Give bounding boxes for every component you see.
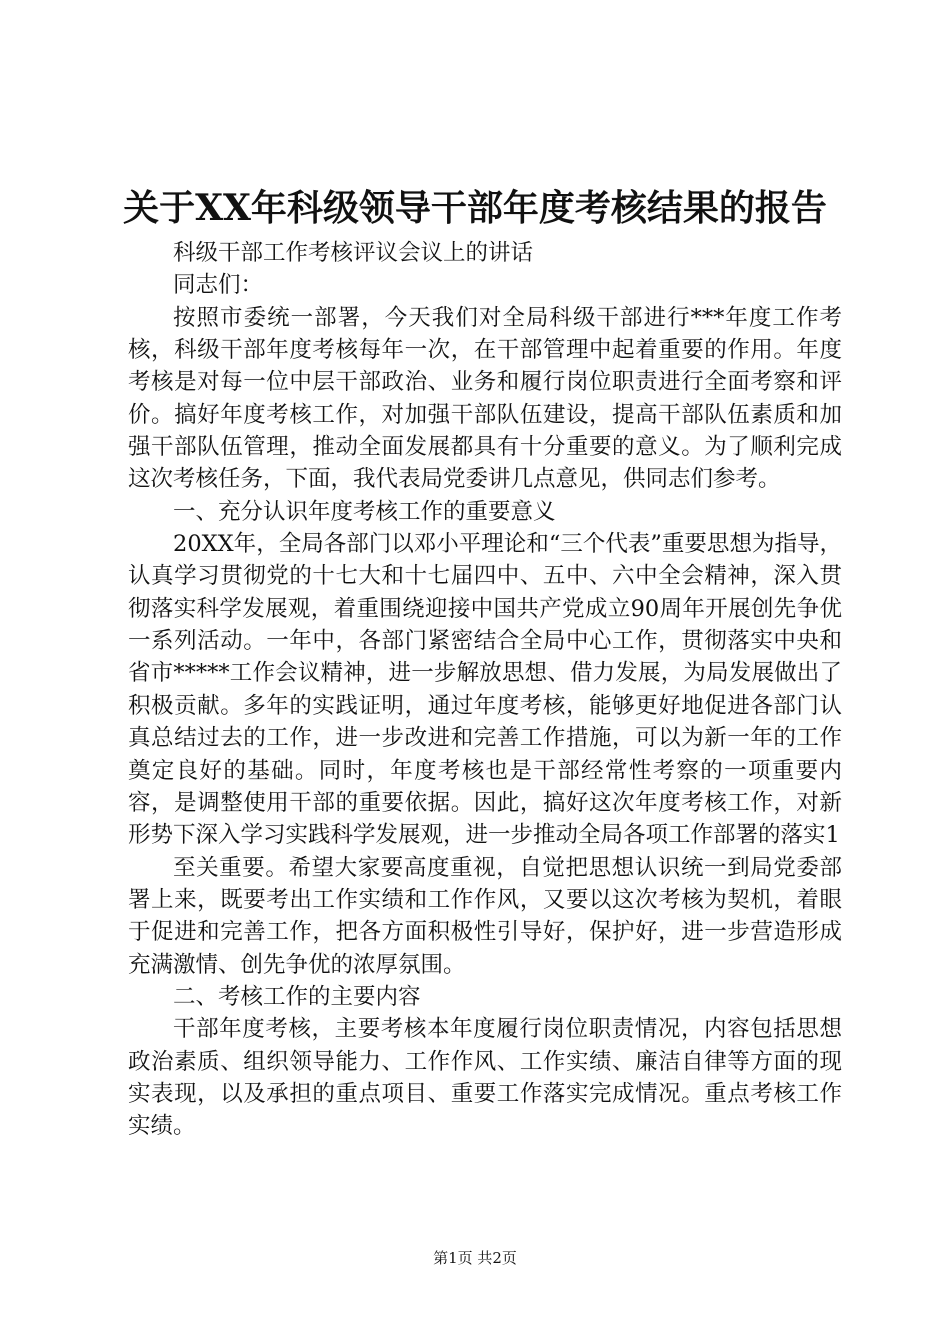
document-title: 关于XX年科级领导干部年度考核结果的报告 [123, 187, 827, 229]
speech-subtitle: 科级干部工作考核评议会议上的讲话 [173, 240, 534, 266]
section-heading-1: 一、充分认识年度考核工作的重要意义 [173, 498, 556, 525]
body-paragraph: 干部年度考核，主要考核本年度履行岗位职责情况，内容包括思想政治素质、组织领导能力、工作作风、工作实绩、廉洁自律等方面的现实表现，以及承担的重点项目、重要工作落实完成情况。重点考核工作实绩。 [128, 1016, 842, 1140]
section-heading-2: 二、考核工作的主要内容 [173, 983, 421, 1010]
page-footer: 第1页 共2页 [433, 1249, 517, 1267]
body-paragraph: 20XX年，全局各部门以邓小平理论和“三个代表”重要思想为指导，认真学习贯彻党的十七大和十七届四中、五中、六中全会精神，深入贯彻落实科学发展观，着重围绕迎接中国共产党成立90周年开展创先争优一系列活动。一年中，各部门紧密结合全局中心工作，贯彻落实中央和省市*****工作会议精神，进一步解放思想、借力发展，为局发展做出了积极贡献。多年的实践证明，通过年度考核，能够更好地促进各部门认真总结过去的工作，进一步改进和完善工作措施，可以为新一年的工作奠定良好的基础。同时，年度考核也是干部经常性考察的一项重要内容，是调整使用干部的重要依据。因此，搞好这次年度考核工作，对新形势下深入学习实践科学发展观，进一步推动全局各项工作部署的落实1 [128, 531, 842, 849]
salutation: 同志们： [173, 272, 264, 299]
body-paragraph: 按照市委统一部署，今天我们对全局科级干部进行***年度工作考核，科级干部年度考核每年一次，在干部管理中起着重要的作用。年度考核是对每一位中层干部政治、业务和履行岗位职责进行全面考察和评价。搞好年度考核工作，对加强干部队伍建设，提高干部队伍素质和加强干部队伍管理，推动全面发展都具有十分重要的意义。为了顺利完成这次考核任务，下面，我代表局党委讲几点意见，供同志们参考。 [128, 304, 842, 493]
document-body [128, 237, 842, 1143]
body-paragraph: 至关重要。希望大家要高度重视，自觉把思想认识统一到局党委部署上来，既要考出工作实绩和工作作风，又要以这次考核为契机，着眼于促进和完善工作，把各方面积极性引导好，保护好，进一步营造形成充满激情、创先争优的浓厚氛围。 [128, 854, 842, 978]
